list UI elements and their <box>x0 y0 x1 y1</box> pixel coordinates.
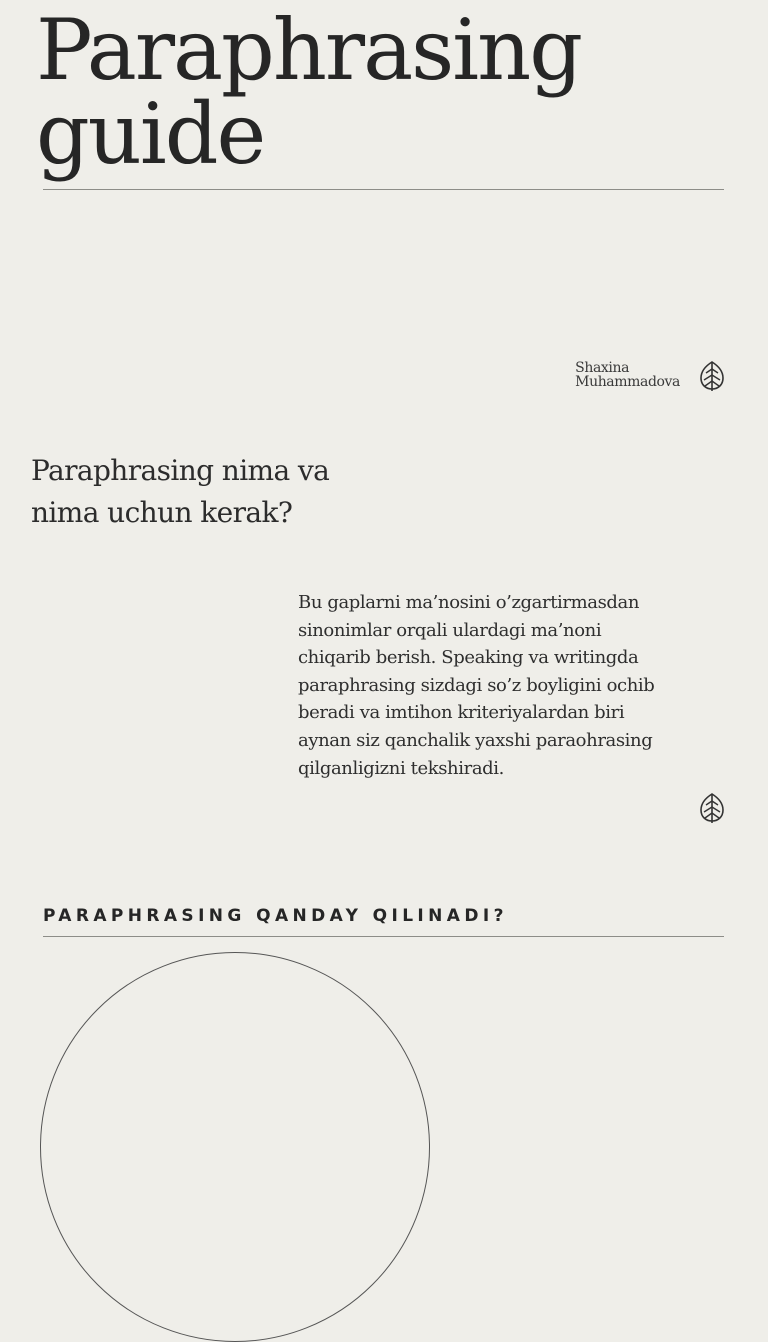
question-line-2: nima uchun kerak? <box>31 496 293 529</box>
body-line: beradi va imtihon kriteriyalardan biri <box>298 702 625 724</box>
question-line-1: Paraphrasing nima va <box>31 454 330 487</box>
title-line-2: guide <box>36 85 265 183</box>
section-heading: PARAPHRASING QANDAY QILINADI? <box>43 906 508 926</box>
section-divider <box>43 936 724 937</box>
decorative-circle <box>40 952 430 1342</box>
body-line: chiqarib berish. Speaking va writingda <box>298 647 639 669</box>
body-line: sinonimlar orqali ulardagi ma’noni <box>298 619 602 641</box>
leaf-icon <box>699 360 725 392</box>
body-line: qilganligizni tekshiradi. <box>298 757 504 779</box>
author-last-name: Muhammadova <box>575 374 680 390</box>
title-divider <box>43 189 724 190</box>
section-question <box>31 450 391 534</box>
leaf-icon <box>699 792 725 824</box>
body-line: aynan siz qanchalik yaxshi paraohrasing <box>298 729 653 751</box>
document-title <box>36 1 582 183</box>
title-line-1: Paraphrasing <box>36 1 582 99</box>
body-paragraph <box>298 589 718 782</box>
body-line: paraphrasing sizdagi so’z boyligini ochib <box>298 674 655 696</box>
author-first-name: Shaxina <box>575 360 630 376</box>
body-line: Bu gaplarni ma’nosini o’zgartirmasdan <box>298 592 640 613</box>
author-name <box>575 361 680 389</box>
